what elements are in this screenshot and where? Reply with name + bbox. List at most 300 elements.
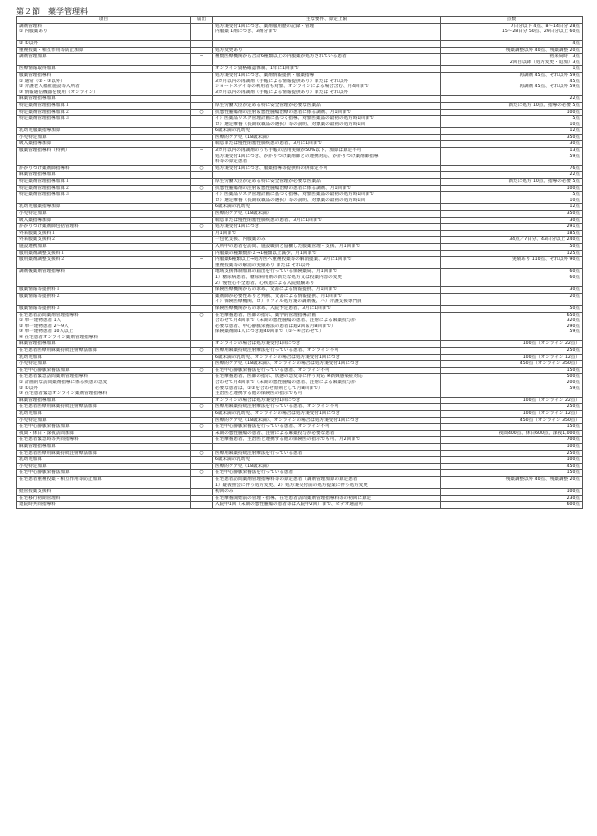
points-cell-line: 10点: [569, 197, 580, 203]
points-cell-line: 291点: [566, 224, 580, 230]
points-cell: [441, 230, 583, 237]
requirement-cell-line: 6歳未満の乳幼児、オンラインの場合は処方箋受付1回につき: [215, 411, 341, 417]
points-cell: [441, 417, 583, 424]
requirement-cell-line: 厚生労働大臣が定める特に安全管理が必要な医薬品: [215, 179, 321, 185]
item-cell: [17, 211, 191, 218]
item-cell: [17, 367, 191, 374]
notification-mark: [191, 72, 213, 95]
item-cell: [17, 269, 191, 287]
requirement-cell: [213, 269, 441, 287]
header-points: 点数: [441, 17, 583, 24]
points-cell: [441, 443, 583, 450]
table-row: [17, 305, 583, 312]
requirement-cell-line: ロ）選定療養（長期収載品の選択）等の説明、対象薬の最初の処方時1回: [215, 121, 365, 127]
item-cell: [17, 374, 191, 397]
requirement-cell-line: 抗悪性腫瘍剤の注射＆悪性腫瘍治療の患者に係る調剤、月1回まで: [215, 185, 352, 191]
item-cell-line: 服薬情報等提供料３: [19, 305, 61, 311]
table-row: [17, 237, 583, 244]
item-cell-line: 在宅患者緊急訪問薬剤管理指導料: [19, 374, 88, 380]
table-row: [17, 367, 583, 374]
item-cell: [17, 443, 191, 450]
requirement-cell-line: ショートステイ等の利用者も対象、オンラインによる場合含む、月4回まで: [215, 84, 369, 90]
points-cell-line: 250点: [566, 404, 580, 410]
requirement-cell-line: 医療的ケア児（18歳未満）: [215, 211, 272, 217]
item-cell-line: 特定薬剤管理指導加算３: [19, 116, 70, 122]
requirement-cell: [213, 165, 441, 172]
requirement-cell: [213, 23, 441, 40]
requirement-cell: [213, 361, 441, 368]
requirement-cell: [213, 224, 441, 231]
requirement-cell-line: 一包化支援、内服薬のみ: [215, 237, 266, 243]
table-row: [17, 348, 583, 355]
points-cell-line: 30点: [569, 287, 580, 293]
table-row: [17, 72, 583, 95]
points-cell: [441, 341, 583, 348]
item-cell-line: 在宅中心静脈栄養法加算: [19, 424, 70, 430]
points-cell: [441, 217, 583, 224]
points-cell-line: 230点: [566, 495, 580, 501]
notification-mark: −: [191, 54, 213, 66]
requirement-cell-line: 1）疑義照会に伴う処方変更、2）処方箋交付前の処方提案に伴う処方変更: [215, 482, 368, 488]
requirement-cell-line: 保険薬剤師1人につき週40回まで（①〜④合わせて）: [215, 329, 324, 335]
points-cell: [441, 348, 583, 355]
notification-mark: ○: [191, 165, 213, 172]
requirement-cell-line: 6歳未満の乳幼児、オンラインの場合は処方箋受付1回につき: [215, 354, 341, 360]
points-cell-line: 1点: [572, 66, 580, 72]
table-row: [17, 217, 583, 224]
points-cell-line: 320点: [566, 318, 580, 324]
requirement-cell-line: 喘息または慢性閉塞性肺疾患の患者、3月に1回まで: [215, 217, 322, 223]
points-cell: [441, 367, 583, 374]
points-cell-line: 76点: [569, 165, 580, 171]
notification-mark: ○: [191, 450, 213, 457]
notification-mark: [191, 305, 213, 312]
points-cell: [441, 204, 583, 211]
requirement-cell-line: 医療用麻薬持続注射療法を行っている患者、オンライン不可: [215, 404, 339, 410]
item-cell-line: ② 単一建物患者 2〜9人: [19, 323, 69, 329]
item-cell: [17, 230, 191, 237]
item-cell-line: ② 介護老人福祉施設等入所者: [19, 84, 80, 90]
requirement-cell-line: 処方箋受付1回につき、かかりつけ薬剤師との連携対応、かかりつけ薬剤師指導: [215, 153, 379, 159]
requirement-cell-line: 厚生労働大臣が定める特に安全管理が必要な医薬品: [215, 102, 321, 108]
requirement-cell: [213, 411, 441, 418]
requirement-cell: [213, 489, 441, 496]
points-cell: [441, 179, 583, 186]
requirement-cell: [213, 470, 441, 477]
item-cell-line: 特定薬剤管理指導加算１: [19, 179, 70, 185]
table-row: [17, 224, 583, 231]
requirement-cell-line: 処方箋受付1回につき: [215, 224, 260, 230]
requirement-cell-line: 医療的ケア児（18歳未満）、オンラインの場合は処方箋受付1回につき: [215, 417, 360, 423]
fee-table: [16, 16, 583, 509]
notification-mark: [191, 269, 213, 287]
item-cell-line: 麻薬管理指導加算: [19, 172, 56, 178]
points-cell-line: 100点: [566, 489, 580, 495]
points-cell-line: 150点: [566, 367, 580, 373]
requirement-cell: [213, 354, 441, 361]
points-cell-line: 100点（オンライン 22点）: [522, 341, 580, 347]
requirement-cell-line: 入所中の患者を訪問、施設職員と協働した服薬管理・支援、月1回まで: [215, 243, 361, 249]
requirement-cell-line: 月1回まで: [215, 230, 237, 236]
points-cell-line: 100点: [566, 185, 580, 191]
requirement-cell-line: 在宅療養開始前の管理・指導、在宅患者訪問薬剤管理指導料等の初回に算定: [215, 495, 372, 501]
table-row: [17, 250, 583, 257]
requirement-cell-line: 内服薬の種類数が２→1種類以上減少、月1回まで: [215, 250, 317, 256]
points-cell-line: 60点: [569, 269, 580, 275]
table-row: [17, 502, 583, 509]
item-cell-line: ① 計画的な訪問薬剤指導に係る疾患の急変: [19, 380, 108, 386]
table-row: [17, 341, 583, 348]
notification-mark: [191, 217, 213, 224]
points-cell-line: 200点: [566, 380, 580, 386]
points-cell: [441, 54, 583, 66]
points-cell-line: 59点: [569, 329, 580, 335]
table-row: [17, 293, 583, 305]
requirement-cell-line: 地域支援体制加算の届出を行っている保険薬局、月1回まで: [215, 269, 338, 275]
points-cell-line: 45点: [569, 78, 580, 84]
table-row: [17, 404, 583, 411]
item-cell-line: 調剤後薬剤管理指導料: [19, 269, 65, 275]
points-cell: [441, 430, 583, 437]
points-cell-line: 700点: [566, 437, 580, 443]
notification-mark: [191, 411, 213, 418]
item-cell: [17, 47, 191, 54]
notification-mark: [191, 47, 213, 54]
points-cell-line: 再調剤 45点、それ以外 59点: [519, 72, 580, 78]
table-row: [17, 287, 583, 294]
points-cell: [441, 374, 583, 397]
item-cell-line: 乳幼児加算: [19, 411, 42, 417]
points-cell: [441, 116, 583, 128]
table-row: [17, 354, 583, 361]
requirement-cell-line: イ）医薬品リスク管理計画に基づく指導、対象医薬品の最初の処方時1回まで: [215, 192, 375, 198]
points-cell: [441, 172, 583, 179]
item-cell-line: 服薬管理指導料: [19, 72, 52, 78]
item-cell: [17, 348, 191, 355]
requirement-cell: [213, 230, 441, 237]
notification-mark: [191, 463, 213, 470]
points-cell-line: 7日分以下 4点、8〜14日分 28点: [510, 23, 580, 29]
requirement-cell-line: 在宅中心静脈栄養法を行っている患者、オンライン不可: [215, 424, 330, 430]
item-cell-line: 服用薬剤調整支援料２: [19, 257, 65, 263]
requirement-cell-line: 料等の算定患者: [215, 159, 248, 165]
points-cell-line: 30点: [569, 217, 580, 223]
item-cell: [17, 397, 191, 404]
notification-mark: [191, 243, 213, 250]
notification-mark: [191, 287, 213, 294]
points-cell: [441, 424, 583, 431]
requirement-cell-line: 末期の悪性腫瘍の患者、注射による麻薬投与が必要な患者: [215, 430, 335, 436]
points-cell-line: 10点: [569, 121, 580, 127]
item-cell: [17, 40, 191, 47]
requirement-cell-line: 保険医療機関からの求め、入院予定患者、3月に1回まで: [215, 305, 331, 311]
points-cell: [441, 148, 583, 166]
points-cell: [441, 128, 583, 135]
table-row: [17, 374, 583, 397]
requirement-cell: [213, 430, 441, 437]
table-row: [17, 134, 583, 141]
item-cell-line: ① 単一建物患者 1人: [19, 318, 62, 324]
points-cell: [441, 96, 583, 103]
requirement-cell: [213, 211, 441, 218]
points-cell-line: 15〜28日分 50点、29日分以上 60点: [501, 29, 580, 35]
item-cell: [17, 66, 191, 73]
points-cell: [441, 470, 583, 477]
notification-mark: [191, 23, 213, 40]
requirement-cell: [213, 305, 441, 312]
table-row: [17, 185, 583, 192]
points-cell-line: 100点（オンライン 12点）: [522, 411, 580, 417]
table-row: [17, 128, 583, 135]
requirement-cell: [213, 204, 441, 211]
item-cell: [17, 179, 191, 186]
table-row: [17, 148, 583, 166]
requirement-cell-line: 3カ月以内の再調剤（手帳による情報提供あり）または それ以外: [215, 78, 349, 84]
table-row: [17, 179, 583, 186]
requirement-cell: [213, 96, 441, 103]
points-cell: [441, 40, 583, 47]
requirement-cell: [213, 476, 441, 488]
notification-mark: [191, 116, 213, 128]
points-cell-line: 再調剤 45点、それ以外 59点: [519, 84, 580, 90]
item-cell-line: 吸入薬指導加算: [19, 141, 52, 147]
notification-mark: [191, 128, 213, 135]
item-cell: [17, 312, 191, 341]
points-cell-line: 実績あり 110点、それ以外 90点: [511, 257, 580, 263]
table-row: [17, 443, 583, 450]
points-cell-line: 500点: [566, 374, 580, 380]
points-cell-line: 初来局時 3点: [549, 54, 580, 60]
table-row: [17, 411, 583, 418]
requirement-cell-line: 医療用麻薬持続注射療法を行っている患者: [215, 450, 303, 456]
table-row: [17, 141, 583, 148]
requirement-cell: [213, 102, 441, 109]
item-cell: [17, 237, 191, 244]
item-cell-line: 退院時共同指導料: [19, 502, 56, 508]
notification-mark: −: [191, 148, 213, 166]
points-cell-line: 12点: [569, 204, 580, 210]
requirement-cell-line: 保険医療機関からの求め、文書による情報提供、月1回まで: [215, 287, 338, 293]
item-cell: [17, 165, 191, 172]
table-row: [17, 437, 583, 444]
requirement-cell: [213, 148, 441, 166]
notification-mark: [191, 96, 213, 103]
points-cell-line: 290点: [566, 323, 580, 329]
requirement-cell: [213, 374, 441, 397]
requirement-cell: [213, 250, 441, 257]
points-cell: [441, 457, 583, 464]
points-cell-line: 残薬調整以外 40点、残薬調整 20点: [505, 476, 580, 482]
item-cell: [17, 305, 191, 312]
item-cell: [17, 72, 191, 95]
table-row: [17, 457, 583, 464]
notification-mark: [191, 66, 213, 73]
item-cell-line: 麻薬管理指導加算: [19, 341, 56, 347]
points-cell: [441, 185, 583, 192]
notification-mark: ○: [191, 109, 213, 116]
requirement-cell-line: ロ）選定療養（長期収載品の選択）等の説明、対象薬の最初の処方時1回: [215, 197, 365, 203]
item-cell-line: 特定薬剤管理指導加算２: [19, 109, 70, 115]
item-cell: [17, 293, 191, 305]
table-row: [17, 450, 583, 457]
item-cell-line: 在宅中心静脈栄養法加算: [19, 470, 70, 476]
item-cell: [17, 172, 191, 179]
points-cell: [441, 257, 583, 269]
requirement-cell: [213, 495, 441, 502]
points-cell: [441, 397, 583, 404]
notification-mark: [191, 230, 213, 237]
points-cell-line: 125点: [566, 250, 580, 256]
requirement-cell: [213, 348, 441, 355]
requirement-cell-line: 2）慢性心不全患者、心疾患による入院経験あり: [215, 280, 315, 286]
requirement-cell: [213, 341, 441, 348]
item-cell-line: ③ 単一建物患者 10人以上: [19, 329, 74, 335]
table-row: [17, 211, 583, 218]
item-cell-line: 麻薬管理指導加算: [19, 397, 56, 403]
requirement-cell: [213, 287, 441, 294]
points-cell-line: 22点: [569, 172, 580, 178]
item-cell-line: 在宅患者医療用麻薬持続注射療法加算: [19, 404, 98, 410]
requirement-cell-line: 内服薬6種類以上→処方医へ重複投薬等の解消提案、3月に1回まで: [215, 257, 352, 263]
item-cell-line: ③ 在宅患者緊急オンライン薬剤管理指導料: [19, 391, 108, 397]
item-cell-line: ④ 在宅患者オンライン薬剤管理指導料: [19, 334, 98, 340]
notification-mark: [191, 134, 213, 141]
item-cell: [17, 116, 191, 128]
points-cell-line: 350点: [566, 211, 580, 217]
table-row: [17, 23, 583, 40]
table-row: [17, 417, 583, 424]
requirement-cell: [213, 109, 441, 116]
notification-mark: [191, 102, 213, 109]
table-row: [17, 66, 583, 73]
points-cell-line: 新たに処方 10点、指導の必要 5点: [508, 102, 580, 108]
item-cell-line: 在宅患者緊急時等共同指導料: [19, 437, 79, 443]
points-cell: [441, 293, 583, 305]
points-cell-line: 残薬調整以外 40点、残薬調整 20点: [505, 47, 580, 53]
points-cell: [441, 502, 583, 509]
requirement-cell: [213, 367, 441, 374]
table-row: [17, 257, 583, 269]
points-cell: [441, 134, 583, 141]
notification-mark: ○: [191, 367, 213, 374]
item-cell: [17, 148, 191, 166]
points-cell-line: 50点: [569, 243, 580, 249]
item-cell: [17, 23, 191, 40]
item-cell: [17, 341, 191, 348]
notification-mark: ○: [191, 185, 213, 192]
points-cell: [441, 495, 583, 502]
requirement-cell-line: オンラインの場合は処方箋受付1回につき: [215, 341, 301, 347]
item-cell: [17, 54, 191, 66]
item-cell-line: 乳幼児服薬指導加算: [19, 204, 61, 210]
requirement-cell-line: 薬剤師が必要性ありと判断、文書による情報提供、月1回まで: [215, 293, 342, 299]
requirement-cell-line: 必要な患者は、①②を合わせ原則として月8回まで）: [215, 385, 323, 391]
item-cell: [17, 424, 191, 431]
points-cell-line: 5点: [572, 116, 580, 122]
points-cell-line: 250点: [566, 348, 580, 354]
points-cell: [441, 237, 583, 244]
points-cell-line: 150点: [566, 470, 580, 476]
points-cell-line: 60点: [569, 274, 580, 280]
points-cell-line: 4点: [572, 40, 580, 46]
requirement-cell: [213, 450, 441, 457]
notification-mark: [191, 502, 213, 509]
item-cell-line: 在宅中心静脈栄養法加算: [19, 367, 70, 373]
requirement-cell: [213, 40, 441, 47]
points-cell-line: 13点: [569, 148, 580, 154]
requirement-cell: [213, 293, 441, 305]
item-cell-line: 特定薬剤管理指導加算２: [19, 185, 70, 191]
points-cell-line: 100点: [566, 443, 580, 449]
item-cell: [17, 411, 191, 418]
points-cell: [441, 102, 583, 109]
item-cell: [17, 204, 191, 211]
item-cell-line: 在宅患者重複投薬・相互作用等防止加算: [19, 476, 102, 482]
item-cell-line: 夜間・休日・深夜訪問加算: [19, 430, 75, 436]
points-cell-line: 30点: [569, 141, 580, 147]
points-cell: [441, 165, 583, 172]
requirement-cell: [213, 417, 441, 424]
item-cell-line: 在宅患者医療用麻薬持続注射療法加算: [19, 450, 98, 456]
item-cell: [17, 224, 191, 231]
item-cell: [17, 502, 191, 509]
points-cell: [441, 489, 583, 496]
item-cell: [17, 192, 191, 204]
notification-mark: [191, 495, 213, 502]
table-row: [17, 96, 583, 103]
notification-mark: [191, 341, 213, 348]
requirement-cell-line: 合わせて月4回まで（末期の悪性腫瘍の患者、注射による麻薬投与が: [215, 380, 356, 386]
item-cell-line: ① 通常（②・③以外）: [19, 78, 65, 84]
table-row: [17, 102, 583, 109]
requirement-cell-line: イ）医薬品リスク管理計画に基づく指導、対象医薬品の最初の処方時1回まで: [215, 116, 375, 122]
item-cell-line: 乳幼児加算: [19, 354, 42, 360]
table-row: [17, 54, 583, 66]
item-cell-line: 特定薬剤管理指導加算１: [19, 102, 70, 108]
requirement-cell-line: オンライン資格確認体制、1年に1回まで: [215, 66, 299, 72]
points-cell-line: 450点: [566, 463, 580, 469]
points-cell-line: 2回目以降（処方変更・追加）3点: [509, 59, 580, 65]
points-cell: [441, 243, 583, 250]
points-cell: [441, 192, 583, 204]
points-cell-line: 150点: [566, 424, 580, 430]
item-cell-line: 小児特定加算: [19, 463, 47, 469]
requirement-cell-line: 合わせて月4回まで（末期の悪性腫瘍の患者、注射による麻薬投与が: [215, 318, 356, 324]
points-cell-line: 600点: [566, 502, 580, 508]
item-cell-line: 施設連携加算: [19, 243, 47, 249]
item-cell-line: 調剤管理料: [19, 23, 42, 29]
points-cell: [441, 463, 583, 470]
points-cell: [441, 47, 583, 54]
item-cell: [17, 417, 191, 424]
requirement-cell-line: 抗悪性腫瘍剤の注射＆悪性腫瘍治療の患者に係る調剤、月1回まで: [215, 109, 352, 115]
requirement-cell-line: 在宅中心静脈栄養法を行っている患者: [215, 470, 294, 476]
notification-mark: [191, 179, 213, 186]
requirement-cell: [213, 66, 441, 73]
requirement-cell: [213, 404, 441, 411]
requirement-cell: [213, 457, 441, 464]
item-cell-line: 在宅移行初期管理料: [19, 495, 61, 501]
points-cell-line: 100点（オンライン 22点）: [522, 397, 580, 403]
points-cell: [441, 476, 583, 488]
item-cell-line: 在宅患者医療用麻薬持続注射療法加算: [19, 348, 98, 354]
points-cell-line: 20点: [569, 293, 580, 299]
table-header-row: [17, 17, 583, 24]
item-cell-line: 外来服薬支援料１: [19, 230, 56, 236]
points-cell-line: 100点: [566, 109, 580, 115]
notification-mark: ○: [191, 404, 213, 411]
requirement-cell-line: 6歳未満の乳幼児: [215, 204, 251, 210]
